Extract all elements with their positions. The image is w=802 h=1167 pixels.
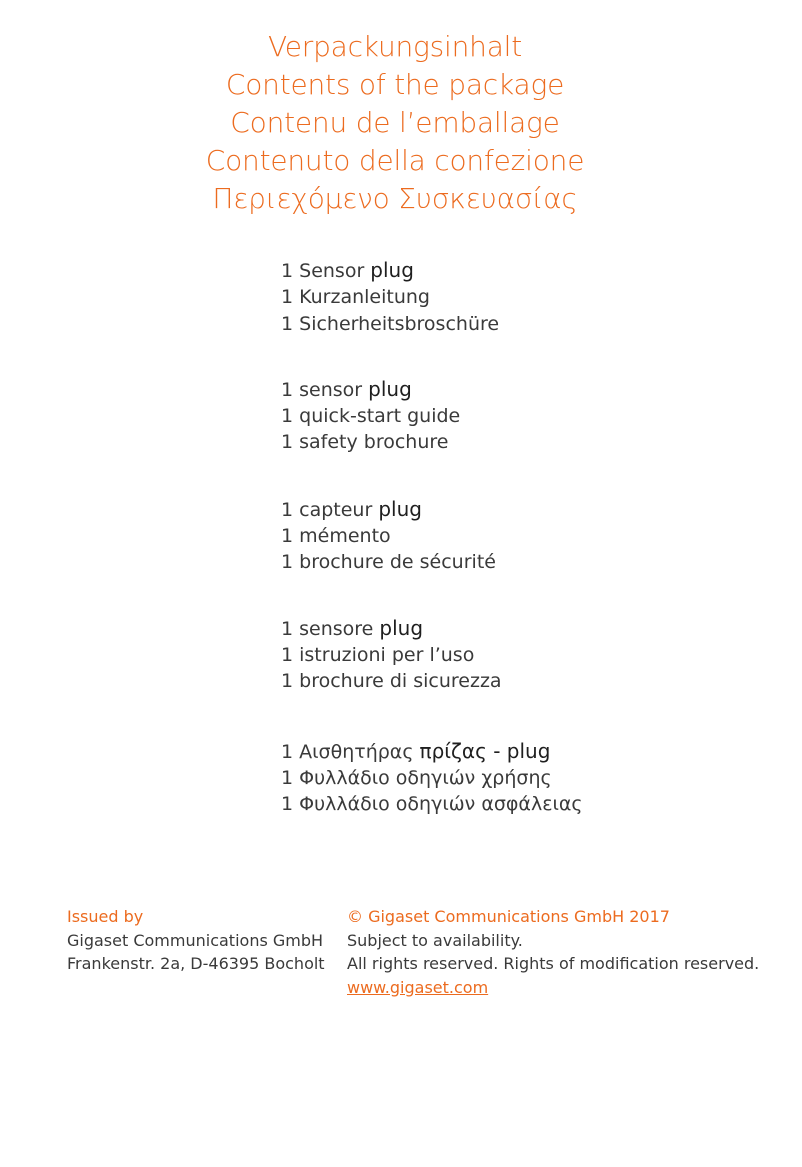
contents-group-italian xyxy=(281,615,781,695)
issuer-company: Gigaset Communications GmbH xyxy=(67,930,324,950)
list-item xyxy=(281,376,781,403)
contents-group-french xyxy=(281,496,781,576)
list-item: 1 Sicherheitsbroschüre xyxy=(281,312,500,335)
list-item: 1 istruzioni per l’uso xyxy=(281,643,475,666)
item-prefix: 1 Αισθητήρας xyxy=(281,740,420,763)
title-italian: Contenuto della confezione xyxy=(205,144,585,177)
item-prefix: 1 Sensor xyxy=(281,260,371,282)
contents-group-greek xyxy=(281,738,781,818)
item-prefix: 1 sensore xyxy=(281,617,380,640)
list-item: 1 Kurzanleitung xyxy=(281,286,430,309)
list-item: 1 mémento xyxy=(281,525,391,548)
title-german: Verpackungsinhalt xyxy=(267,30,523,63)
list-item: 1 brochure di sicurezza xyxy=(281,670,502,693)
title-block xyxy=(0,28,790,218)
list-item: 1 quick-start guide xyxy=(281,405,461,428)
list-item: 1 brochure de sécurité xyxy=(281,551,496,574)
list-item: 1 safety brochure xyxy=(281,431,449,454)
contents-group-english xyxy=(281,376,781,456)
title-french: Contenu de l’emballage xyxy=(230,106,560,139)
list-item xyxy=(281,257,781,284)
title-greek: Περιεχόμενο Συσκευασίας xyxy=(212,182,578,215)
copyright-notice: © Gigaset Communications GmbH 2017 xyxy=(347,907,670,926)
list-item xyxy=(281,738,781,765)
list-item: 1 Φυλλάδιο οδηγιών χρήσης xyxy=(281,766,552,789)
contents-group-german xyxy=(281,257,781,337)
list-item xyxy=(281,615,781,642)
item-prefix: 1 capteur xyxy=(281,498,379,521)
list-item: 1 Φυλλάδιο οδηγιών ασφάλειας xyxy=(281,793,583,816)
availability-note: Subject to availability. xyxy=(347,930,523,950)
item-product: plug xyxy=(368,376,412,401)
website-link[interactable]: www.gigaset.com xyxy=(347,977,489,997)
issuer-address: Frankenstr. 2a, D-46395 Bocholt xyxy=(67,954,325,973)
legal-block xyxy=(347,905,767,999)
rights-note: All rights reserved. Rights of modification reserved. xyxy=(347,954,760,973)
item-product: plug xyxy=(379,615,424,640)
title-english: Contents of the package xyxy=(225,68,565,101)
item-product: plug xyxy=(378,496,422,521)
issuer-block xyxy=(67,905,337,976)
item-prefix: 1 sensor xyxy=(281,378,369,401)
list-item xyxy=(281,496,781,523)
contents-lists xyxy=(281,257,781,856)
issued-by-label: Issued by xyxy=(67,907,144,926)
item-product: πρίζας - plug xyxy=(419,738,551,763)
item-product: plug xyxy=(370,258,414,282)
